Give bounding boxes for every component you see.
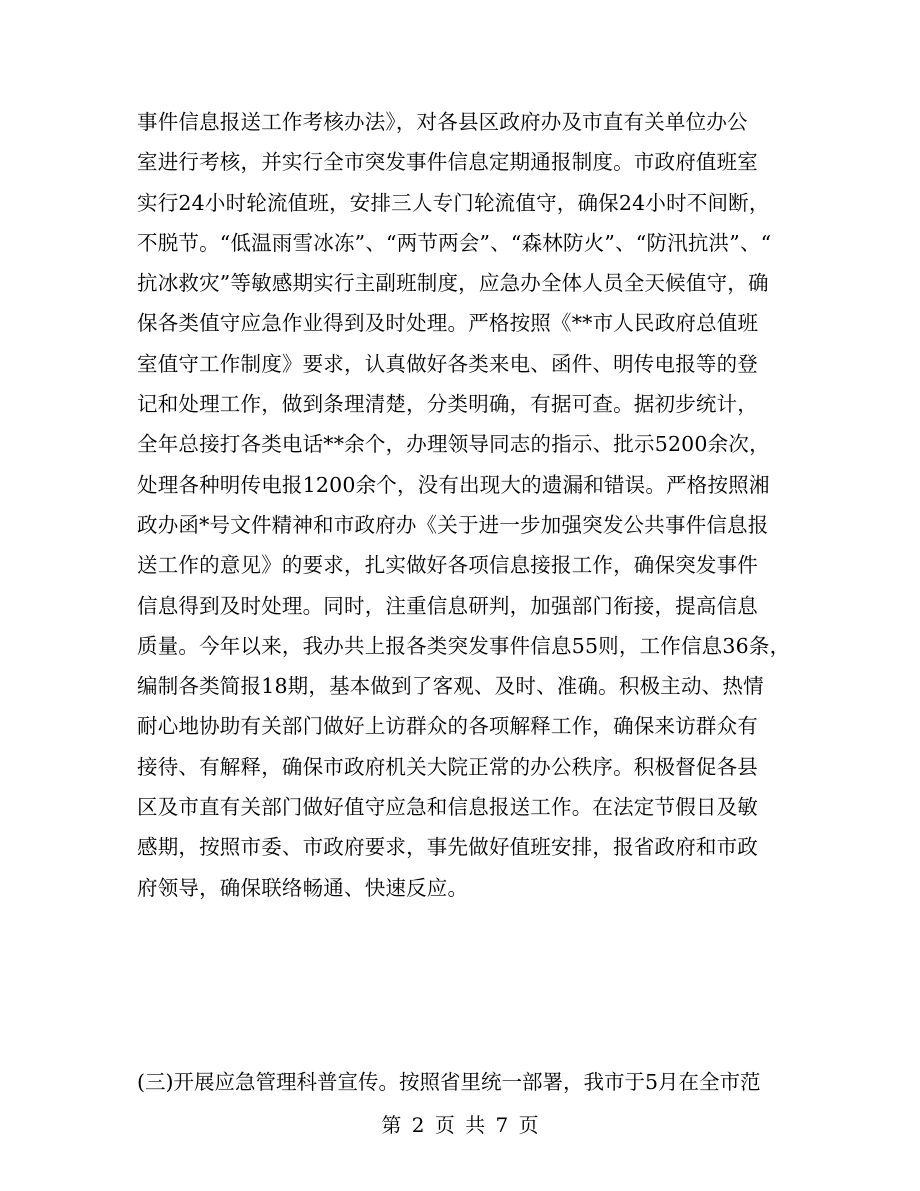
section-heading-line: (三)开展应急管理科普宣传。按照省里统一部署，我市于5月在全市范 (137, 1070, 761, 1094)
text-line: 不脱节。“低温雨雪冰冻”、“两节两会”、“森林防火”、“防汛抗洪”、“ (137, 230, 772, 255)
text-line: 室值守工作制度》要求，认真做好各类来电、函件、明传电报等的登 (137, 351, 758, 376)
text-line: 室进行考核，并实行全市突发事件信息定期通报制度。市政府值班室 (137, 150, 758, 175)
text-line: 送工作的意见》的要求，扎实做好各项信息接报工作，确保突发事件 (137, 553, 758, 578)
text-line: 全年总接打各类电话**余个，办理领导同志的指示、批示5200余次， (137, 432, 770, 457)
text-line: 区及市直有关部门做好值守应急和信息报送工作。在法定节假日及敏 (137, 795, 758, 820)
text-line: 政办函*号文件精神和市政府办《关于进一步加强突发公共事件信息报 (137, 512, 769, 537)
text-line: 府领导，确保联络畅通、快速反应。 (137, 875, 469, 900)
text-line: 信息得到及时处理。同时，注重信息研判，加强部门衔接，提高信息 (137, 593, 758, 618)
text-line: 质量。今年以来，我办共上报各类突发事件信息55则，工作信息36条， (137, 633, 791, 658)
text-line: 耐心地协助有关部门做好上访群众的各项解释工作，确保来访群众有 (137, 714, 758, 739)
text-line: 接待、有解释，确保市政府机关大院正常的办公秩序。积极督促各县 (137, 754, 758, 779)
text-line: 记和处理工作，做到条理清楚，分类明确，有据可查。据初步统计， (137, 392, 758, 417)
body-paragraph (137, 102, 791, 908)
text-line: 事件信息报送工作考核办法》，对各县区政府办及市直有关单位办公 (137, 110, 748, 134)
text-line: 编制各类简报18期，基本做到了客观、及时、准确。积极主动、热情 (137, 674, 764, 699)
page-footer: 第 2 页 共 7 页 (381, 1113, 539, 1137)
text-line: 实行24小时轮流值班，安排三人专门轮流值守，确保24小时不间断， (137, 190, 770, 215)
text-line: 感期，按照市委、市政府要求，事先做好值班安排，报省政府和市政 (137, 835, 758, 860)
text-line: 处理各种明传电报1200余个，没有出现大的遗漏和错误。严格按照湘 (137, 472, 770, 497)
text-line: 抗冰救灾”等敏感期实行主副班制度，应急办全体人员全天候值守，确 (137, 271, 769, 296)
text-line: 保各类值守应急作业得到及时处理。严格按照《**市人民政府总值班 (137, 311, 759, 336)
